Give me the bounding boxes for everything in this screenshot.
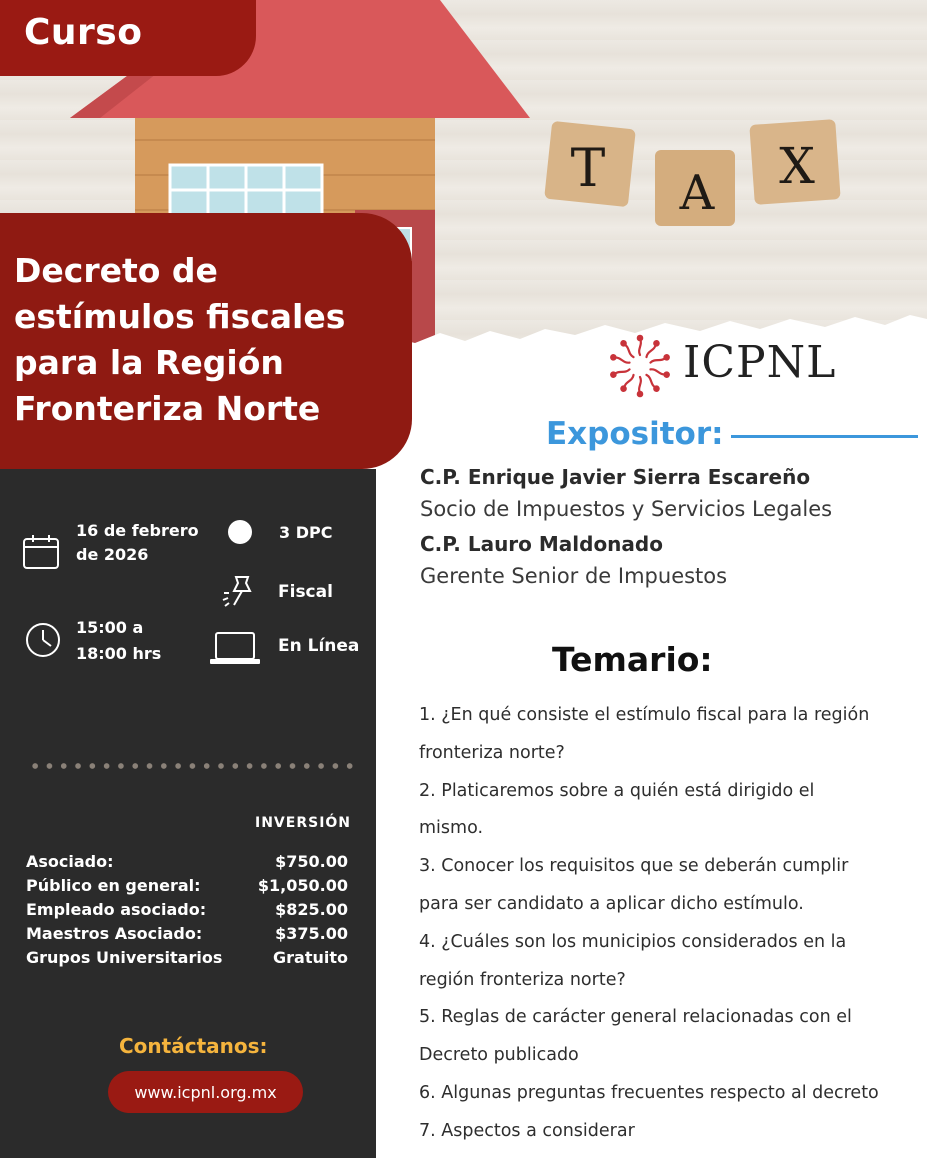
title-line-2: estímulos fiscales (14, 297, 346, 336)
agenda-item-line: 3. Conocer los requisitos que se deberán cumplir (419, 856, 849, 877)
agenda-item-line: para ser candidato a aplicar dicho estímulo. (419, 893, 804, 914)
dotted-divider (28, 762, 358, 770)
price-value: $1,050.00 (257, 876, 348, 895)
course-badge (0, 0, 256, 76)
tile-letter-x: X (779, 137, 815, 195)
price-label: Público en general: (26, 876, 201, 895)
title-line-3: para la Región (14, 343, 284, 382)
agenda-item-line: fronteriza norte? (419, 742, 565, 763)
icpnl-logo-icon (607, 333, 673, 399)
price-value: $375.00 (275, 924, 348, 943)
pushpin-icon (220, 573, 256, 609)
pricing-heading: INVERSIÓN (255, 815, 352, 831)
price-label: Maestros Asociado: (26, 924, 203, 943)
price-row (26, 852, 348, 876)
calendar-icon (22, 534, 60, 570)
agenda-item-line: Decreto publicado (419, 1045, 579, 1066)
price-value: $750.00 (275, 852, 348, 871)
tile-letter-a: A (679, 165, 715, 221)
agenda-item (419, 773, 914, 849)
area-text: Fiscal (278, 582, 333, 602)
contact-heading: Contáctanos: (119, 1034, 268, 1058)
price-label: Asociado: (26, 852, 114, 871)
agenda-item-line: 1. ¿En qué consiste el estímulo fiscal para la región (419, 705, 870, 725)
agenda-heading: Temario: (552, 640, 713, 679)
clock-icon (24, 621, 62, 659)
agenda-item (419, 1075, 914, 1113)
speaker-name: C.P. Lauro Maldonado (420, 532, 663, 556)
website-link[interactable]: www.icpnl.org.mx (108, 1071, 303, 1113)
laptop-icon (208, 631, 262, 667)
course-label: Curso (24, 12, 143, 53)
price-label: Grupos Universitarios (26, 948, 223, 967)
mode-text: En Línea (278, 636, 360, 656)
credits-text: 3 DPC (279, 523, 333, 542)
price-row (26, 900, 348, 924)
agenda-item-line: 6. Algunas preguntas frecuentes respecto al decreto (419, 1082, 879, 1103)
title-line-1: Decreto de (14, 251, 218, 290)
agenda-item-line: 7. Aspectos a considerar (419, 1120, 635, 1141)
agenda-item (419, 999, 914, 1075)
time-line-1: 15:00 a (76, 618, 144, 637)
price-row (26, 924, 348, 948)
agenda-item (419, 1113, 914, 1151)
agenda-item-line: 5. Reglas de carácter general relacionadas con el (419, 1007, 852, 1028)
price-value: Gratuito (273, 948, 348, 967)
price-value: $825.00 (275, 900, 348, 919)
date-line-2: de 2026 (76, 545, 149, 564)
speakers-heading: Expositor: (546, 416, 724, 452)
agenda-item-line: región fronteriza norte? (419, 969, 626, 990)
speaker-role: Socio de Impuestos y Servicios Legales (420, 497, 833, 521)
speaker-name: C.P. Enrique Javier Sierra Escareño (420, 465, 811, 489)
agenda-item-line: mismo. (419, 818, 484, 839)
title-line-4: Fronteriza Norte (14, 389, 321, 428)
agenda-item (419, 848, 914, 924)
speaker-role: Gerente Senior de Impuestos (420, 564, 728, 588)
price-row (26, 948, 348, 972)
credits-dot-icon (227, 519, 253, 545)
time-line-2: 18:00 hrs (76, 644, 162, 663)
agenda-list (419, 697, 914, 1151)
heading-rule (731, 435, 918, 438)
agenda-item (419, 697, 914, 773)
agenda-item (419, 924, 914, 1000)
date-line-1: 16 de febrero (76, 521, 199, 540)
price-label: Empleado asociado: (26, 900, 207, 919)
agenda-item-line: 2. Platicaremos sobre a quién está dirigido el (419, 780, 815, 801)
agenda-item-line: 4. ¿Cuáles son los municipios considerados en la (419, 931, 847, 952)
title-block (0, 213, 412, 469)
tile-letter-t: T (570, 139, 606, 199)
price-row (26, 876, 348, 900)
icpnl-logo-text: ICPNL (683, 337, 837, 388)
